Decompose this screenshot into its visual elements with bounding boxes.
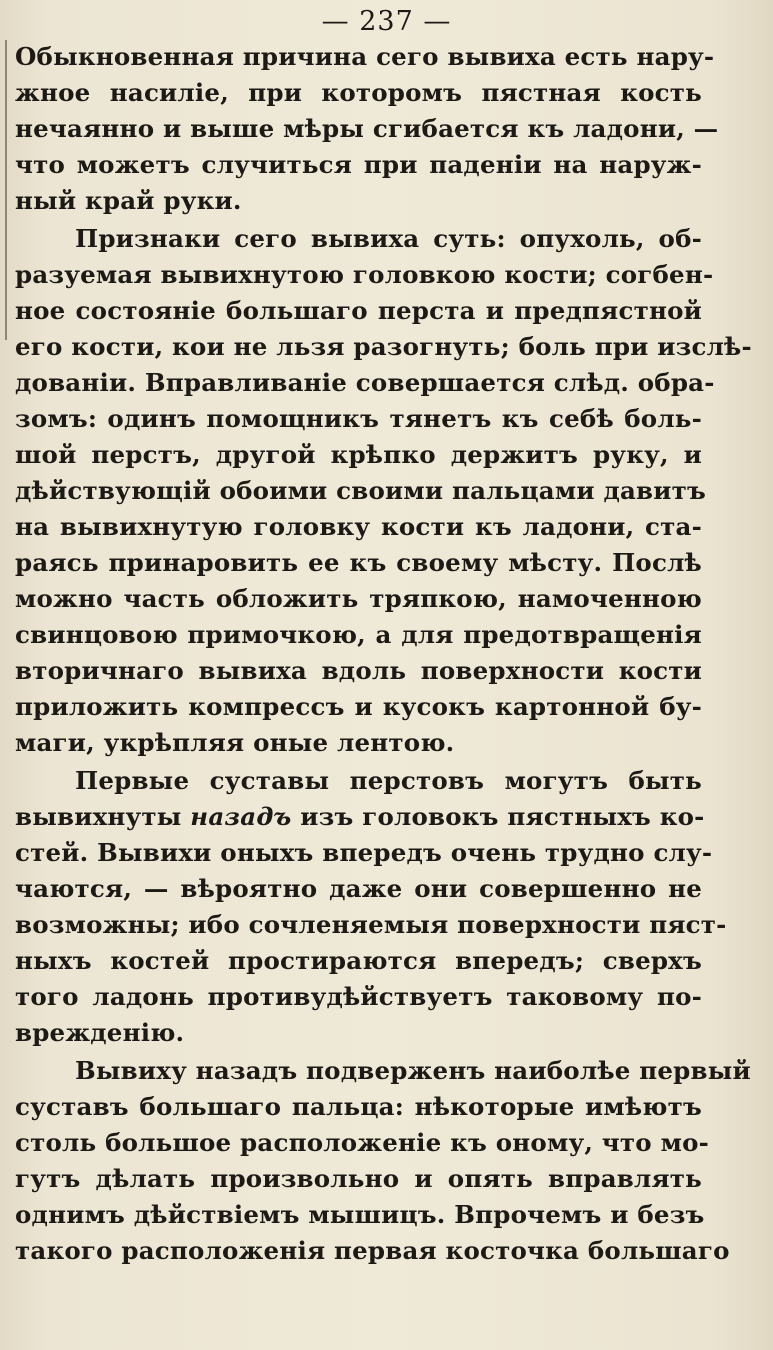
text-segment: на вывихнутую головку кости къ ладони, ста- — [15, 512, 702, 541]
text-segment: того ладонь противудѣйствуетъ таковому по- — [15, 982, 702, 1011]
text-line — [15, 618, 702, 652]
text-line — [15, 1198, 705, 1232]
margin-rule — [5, 40, 7, 340]
text-segment: столь большое расположеніе къ оному, что мо- — [15, 1128, 709, 1157]
text-segment: изъ головокъ пястныхъ ко- — [291, 802, 705, 831]
text-segment: зомъ: одинъ помощникъ тянетъ къ себѣ боль- — [15, 404, 702, 433]
text-segment: такого расположенія первая косточка большаго — [15, 1236, 730, 1265]
text-segment: Первые суставы перстовъ могутъ быть — [75, 766, 702, 795]
text-segment: вывихнуты — [15, 802, 191, 831]
text-segment: однимъ дѣйствіемъ мышицъ. Впрочемъ и безъ — [15, 1200, 705, 1229]
text-segment: возможны; ибо сочленяемыя поверхности пяст- — [15, 910, 727, 939]
text-segment: можно часть обложить тряпкою, намоченною — [15, 584, 702, 613]
text-segment: маги, укрѣпляя оные лентою. — [15, 728, 455, 757]
text-line — [15, 258, 714, 292]
text-segment: его кости, кои не льзя разогнуть; боль при изслѣ- — [15, 332, 752, 361]
text-segment: жное насиліе, при которомъ пястная кость — [15, 78, 702, 107]
text-segment: ное состояніе большаго перста и предпястной — [15, 296, 702, 325]
text-line — [15, 222, 702, 256]
text-line — [15, 546, 702, 580]
text-segment: ный край руки. — [15, 186, 242, 215]
text-line — [15, 474, 707, 508]
text-line — [15, 438, 702, 472]
text-segment: разуемая вывихнутою головкою кости; согбен- — [15, 260, 714, 289]
text-segment: стей. Вывихи оныхъ впередъ очень трудно слу- — [15, 838, 713, 867]
text-segment: Обыкновенная причина сего вывиха есть нару- — [15, 42, 715, 71]
text-segment: нечаянно и выше мѣры сгибается къ ладони, — — [15, 114, 719, 143]
text-segment: дѣйствующій обоими своими пальцами давитъ — [15, 476, 707, 505]
text-segment: дованіи. Вправливаніе совершается слѣд. обра- — [15, 368, 715, 397]
text-line — [15, 1016, 702, 1050]
text-segment: что можетъ случиться при паденіи на наруж- — [15, 150, 702, 179]
text-segment: ныхъ костей простираются впередъ; сверхъ — [15, 946, 702, 975]
text-line — [15, 402, 702, 436]
page-number: — 237 — — [321, 6, 452, 37]
text-line — [15, 908, 727, 942]
text-segment: шой перстъ, другой крѣпко держитъ руку, и — [15, 440, 702, 469]
text-line — [15, 872, 702, 906]
text-line — [15, 654, 702, 688]
text-segment: гутъ дѣлать произвольно и опять вправлять — [15, 1164, 702, 1193]
text-line — [15, 1234, 730, 1268]
text-segment: раясь принаровить ее къ своему мѣсту. Послѣ — [15, 548, 702, 577]
text-line — [15, 764, 702, 798]
text-segment: Признаки сего вывиха суть: опухоль, об- — [75, 224, 702, 253]
text-segment: приложить компрессъ и кусокъ картонной бу- — [15, 692, 702, 721]
text-segment: врежденію. — [15, 1018, 185, 1047]
text-line — [15, 330, 752, 364]
text-line — [15, 366, 715, 400]
text-line — [15, 76, 702, 110]
text-segment: свинцовою примочкою, а для предотвращенія — [15, 620, 702, 649]
text-line — [15, 690, 702, 724]
text-segment: суставъ большаго пальца: нѣкоторые имѣютъ — [15, 1092, 702, 1121]
text-line — [15, 836, 713, 870]
text-segment: назадъ — [190, 802, 292, 831]
text-line — [15, 184, 702, 218]
text-line — [15, 148, 702, 182]
text-line — [15, 1054, 751, 1088]
text-segment: вторичнаго вывиха вдоль поверхности кости — [15, 656, 702, 685]
text-line — [15, 40, 715, 74]
text-line — [15, 1162, 702, 1196]
text-line — [15, 944, 702, 978]
text-line — [15, 1126, 709, 1160]
text-line — [15, 726, 702, 760]
text-segment: Вывиху назадъ подверженъ наиболѣе первый — [75, 1056, 751, 1085]
text-line — [15, 800, 705, 834]
text-line — [15, 294, 702, 328]
text-line — [15, 582, 702, 616]
text-segment: чаются, — вѣроятно даже они совершенно не — [15, 874, 702, 903]
text-line — [15, 510, 702, 544]
text-line — [15, 1090, 702, 1124]
text-line — [15, 980, 702, 1014]
text-line — [15, 112, 719, 146]
